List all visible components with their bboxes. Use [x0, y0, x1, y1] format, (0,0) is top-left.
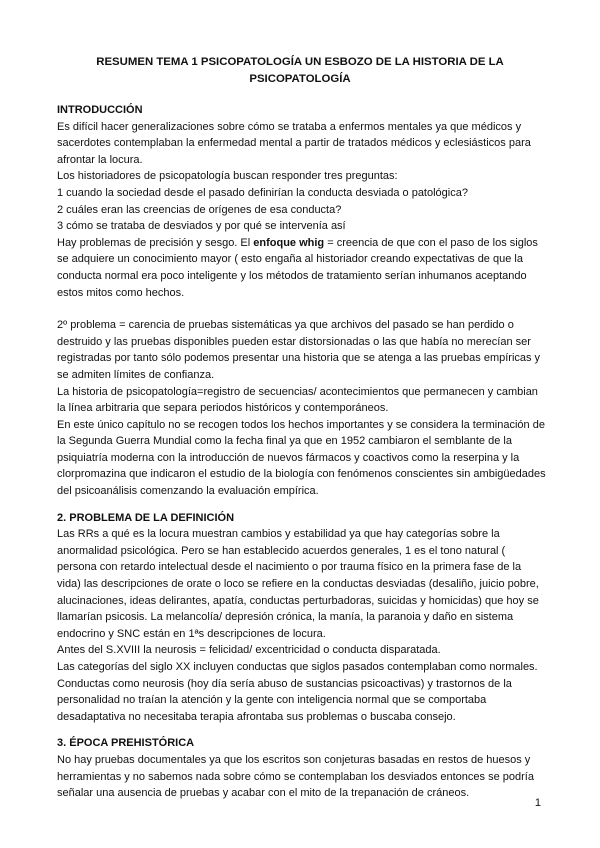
intro-paragraph-6: En este único capítulo no se recogen todos los hechos importantes y se considera la terminación de la Segunda Guerra Mundial como la fecha final ya que en 1952 cambiaron el semblante de la psiquiatría moderna con la introducción de nuevos fármacos y coactivos como la reserpina y la clorpromazina que indicaron el estudio de la biología con fenómenos conscientes sin ambigüedades del psicoanálisis comenzando la evaluación empírica.: [57, 418, 546, 498]
section-heading-definicion: 2. PROBLEMA DE LA DEFINICIÓN: [57, 511, 235, 524]
section-spacer: [57, 725, 547, 735]
intro-paragraph-5: La historia de psicopatología=registro de secuencias/ acontecimientos que permanecen y cambian la línea arbitraria que separa periodos históricos y contemporáneos.: [57, 385, 538, 415]
section-spacer: [57, 500, 547, 510]
sec3-paragraph-1: No hay pruebas documentales ya que los escritos son conjeturas basadas en restos de huesos y herramientas y no sabemos nada sobre cómo se contemplaban los desviados entonces se podría señalar una ausencia de pruebas y acabar con el mito de la trepanación de cráneos.: [57, 753, 534, 800]
question-3: 3 cómo se trataba de desviados y por qué se intervenía así: [57, 220, 346, 233]
section-heading-prehistorica: 3. ÉPOCA PREHISTÓRICA: [57, 737, 195, 750]
enfoque-whig-term: enfoque whig: [253, 236, 325, 249]
title-line-2: PSICOPATOLOGÍA: [249, 73, 351, 85]
page-number: 1: [534, 797, 541, 809]
p3-definition-text: = creencia de que con el paso de los siglos se adquiere un conocimiento mayor ( esto engaña al historiador creando expectativas de que la conducta normal era poco inteligente y los métodos de tratamiento serían inhumanos aceptando estos mitos como hechos.: [57, 236, 538, 299]
document-title: [60, 54, 540, 88]
intro-paragraph-2: Los historiadores de psicopatología buscan responder tres preguntas:: [57, 170, 398, 183]
question-1: 1 cuando la sociedad desde el pasado definirían la conducta desviada o patológica?: [57, 186, 468, 199]
sec2-paragraph-1: Las RRs a qué es la locura muestran cambios y estabilidad ya que hay categorías sobre la anormalidad psicológica. Pero se han establecido acuerdos generales, 1 es el tono natural ( persona con retardo intelectual desde el nacimiento o por trauma físico en la primera fase de la vida) las descripciones de orate o loco se refiere en la conductas desviadas (desaliño, juicio pobre, alucinaciones, ideas delirantes, apatía, conductas perturbadoras, suicidas y homicidas) que hoy se llamarían psicosis. La melancolía/ depresión crónica, la manía, la paranoia y daño en sistema endocrino y SNC están en 1ªs descripciones de locura.: [57, 528, 539, 640]
p3-lead-text: Hay problemas de precisión y sesgo. El: [57, 236, 254, 249]
question-2: 2 cuáles eran las creencias de orígenes de esa conducta?: [57, 203, 342, 216]
document-body: [57, 102, 547, 802]
sec2-paragraph-2: Antes del S.XVIII la neurosis = felicidad/ excentricidad o conducta disparatada.: [57, 644, 441, 657]
intro-paragraph-1: Es difícil hacer generalizaciones sobre cómo se trataba a enfermos mentales ya que médicos y sacerdotes contemplaban la enfermedad mental a partir de tratados médicos y eclesiásticos para afrontar la locura.: [57, 120, 531, 166]
title-line-1: RESUMEN TEMA 1 PSICOPATOLOGÍA UN ESBOZO DE LA HISTORIA DE LA: [96, 56, 504, 68]
paragraph-spacer: [57, 301, 547, 317]
section-heading-introduccion: INTRODUCCIÓN: [57, 104, 143, 116]
intro-paragraph-4: 2º problema = carencia de pruebas sistemáticas ya que archivos del pasado se han perdido o destruido y las pruebas disponibles pueden estar distorsionadas o las que había no merecían ser registradas por tanto sólo podemos presentar una historia que se atenga a las pruebas empíricas y se admiten límites de confianza.: [57, 319, 541, 381]
intro-paragraph-3: [57, 235, 547, 301]
sec2-paragraph-3: Las categorías del siglo XX incluyen conductas que siglos pasados contemplaban como normales. Conductas como neurosis (hoy día sería abuso de sustancias psicoactivas) y trastornos de la personalidad no traían la atención y la gente con inteligencia normal que se comportaba desadaptativa no necesitaba terapia afrontaba sus problemas o buscaba consejo.: [57, 661, 538, 723]
